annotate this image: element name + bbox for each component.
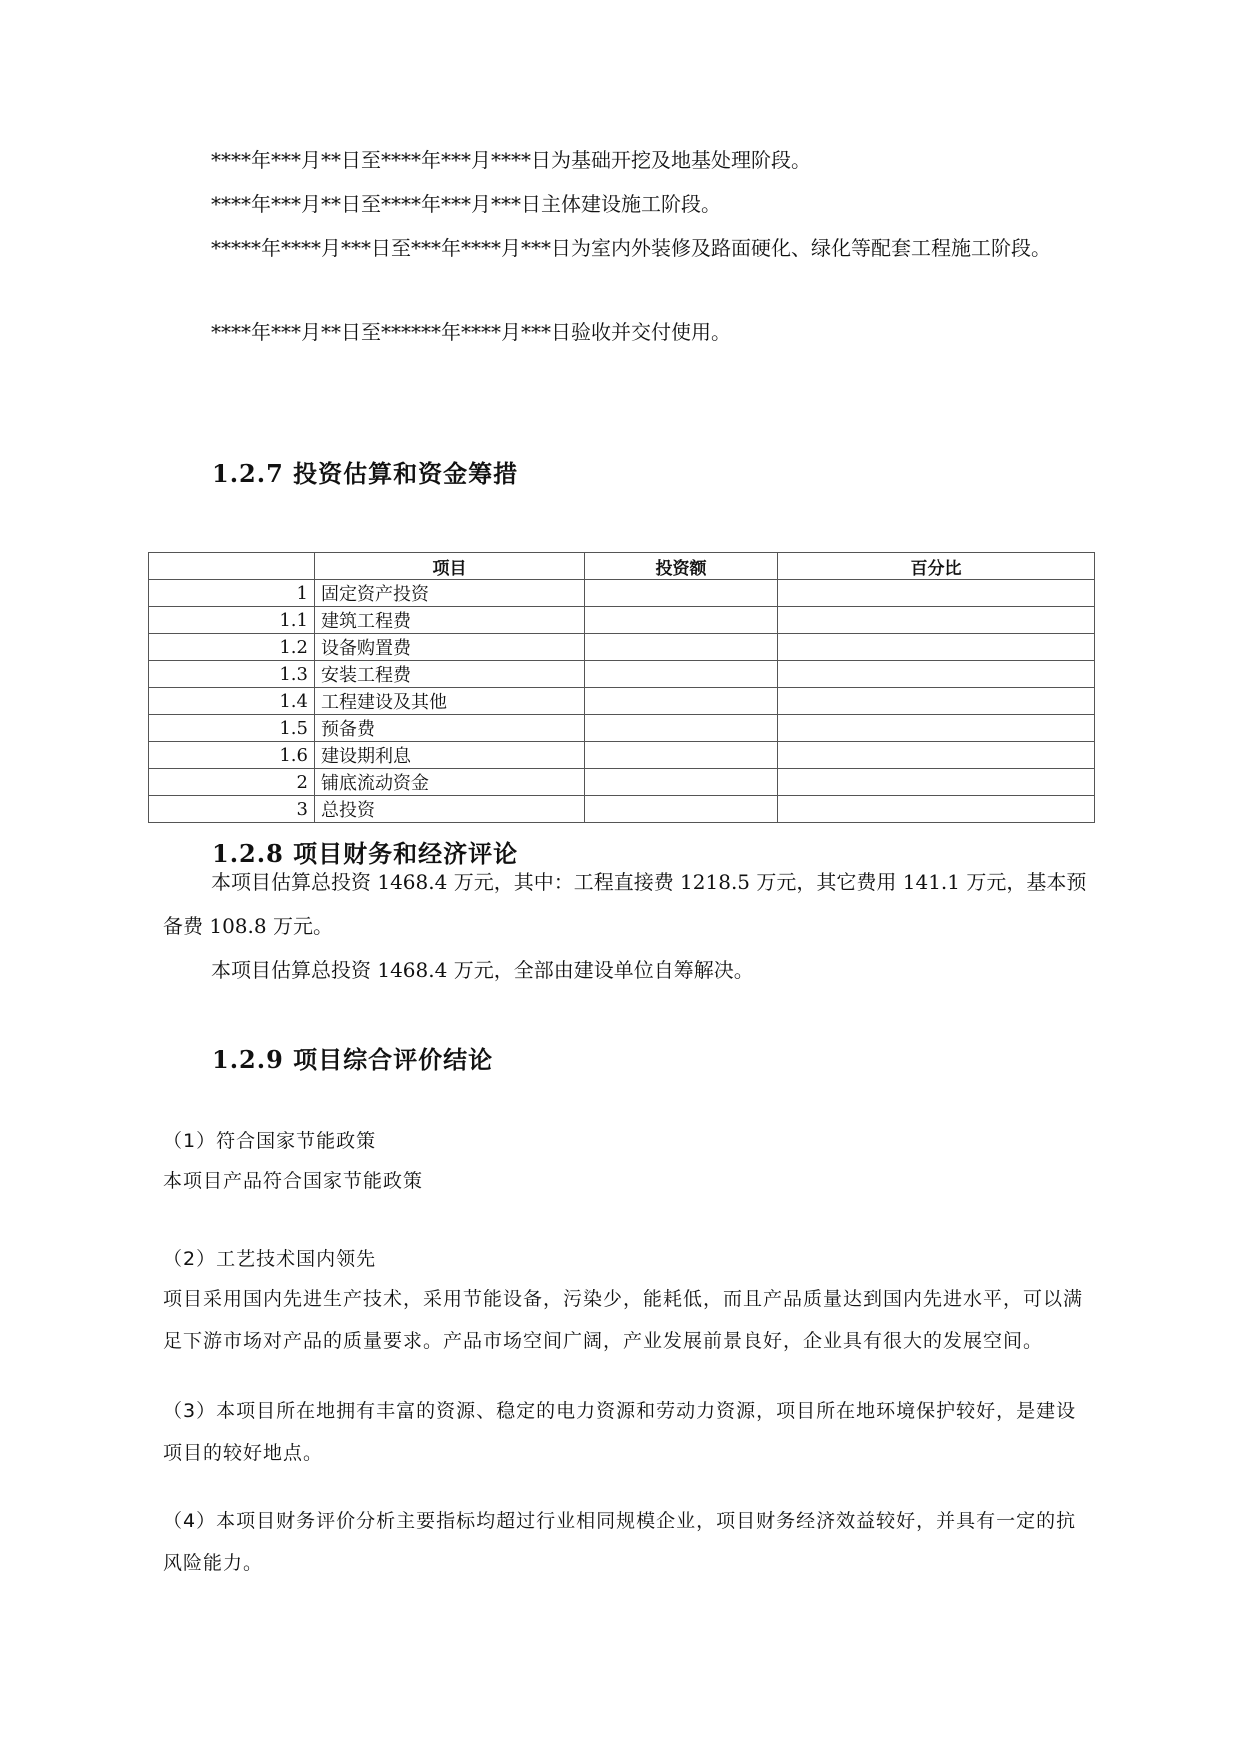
row-item: 建设期利息 xyxy=(315,742,585,769)
row-percent xyxy=(778,580,1095,607)
schedule-line-4: ****年***月**日至******年****月***日验收并交付使用。 xyxy=(211,320,731,344)
row-no: 1.5 xyxy=(149,715,315,742)
row-item: 总投资 xyxy=(315,796,585,823)
schedule-line-1: ****年***月**日至****年***月****日为基础开挖及地基处理阶段。 xyxy=(211,148,811,172)
row-item: 建筑工程费 xyxy=(315,607,585,634)
row-amount xyxy=(585,580,778,607)
table-row xyxy=(149,688,1095,715)
section-heading-129: 1.2.9 项目综合评价结论 xyxy=(212,1045,494,1074)
finance-paragraph-2: 本项目估算总投资 1468.4 万元，全部由建设单位自筹解决。 xyxy=(211,958,754,982)
row-no: 1.3 xyxy=(149,661,315,688)
row-item: 固定资产投资 xyxy=(315,580,585,607)
table-row xyxy=(149,769,1095,796)
schedule-line-3: *****年****月***日至***年****月***日为室内外装修及路面硬化、绿化等配套工程施工阶段。 xyxy=(211,236,1051,260)
row-no: 1 xyxy=(149,580,315,607)
row-percent xyxy=(778,661,1095,688)
conclusion-2-title: （2）工艺技术国内领先 xyxy=(163,1248,377,1270)
table-row xyxy=(149,607,1095,634)
conclusion-2-body: 项目采用国内先进生产技术，采用节能设备，污染少，能耗低，而且产品质量达到国内先进水平，可以满足下游市场对产品的质量要求。产品市场空间广阔，产业发展前景良好，企业具有很大的发展空间。 xyxy=(163,1288,1084,1352)
row-no: 1.1 xyxy=(149,607,315,634)
row-percent xyxy=(778,796,1095,823)
table-row xyxy=(149,796,1095,823)
header-no xyxy=(149,553,315,580)
row-item: 铺底流动资金 xyxy=(315,769,585,796)
row-amount xyxy=(585,634,778,661)
section-heading-127: 1.2.7 投资估算和资金筹措 xyxy=(212,459,519,488)
header-item: 项目 xyxy=(315,553,585,580)
schedule-line-2: ****年***月**日至****年***月***日主体建设施工阶段。 xyxy=(211,192,721,216)
row-no: 1.4 xyxy=(149,688,315,715)
row-percent xyxy=(778,769,1095,796)
row-amount xyxy=(585,769,778,796)
row-no: 1.6 xyxy=(149,742,315,769)
table-row xyxy=(149,715,1095,742)
row-amount xyxy=(585,742,778,769)
row-no: 1.2 xyxy=(149,634,315,661)
header-percent: 百分比 xyxy=(778,553,1095,580)
investment-table xyxy=(148,552,1095,823)
row-percent xyxy=(778,607,1095,634)
row-no: 2 xyxy=(149,769,315,796)
row-percent xyxy=(778,742,1095,769)
table-header-row xyxy=(149,553,1095,580)
row-no: 3 xyxy=(149,796,315,823)
header-amount: 投资额 xyxy=(585,553,778,580)
table-row xyxy=(149,634,1095,661)
table-row xyxy=(149,580,1095,607)
conclusion-3: （3）本项目所在地拥有丰富的资源、稳定的电力资源和劳动力资源，项目所在地环境保护较好，是建设项目的较好地点。 xyxy=(163,1400,1077,1464)
conclusion-4: （4）本项目财务评价分析主要指标均超过行业相同规模企业，项目财务经济效益较好，并具有一定的抗风险能力。 xyxy=(163,1510,1077,1574)
row-amount xyxy=(585,796,778,823)
row-percent xyxy=(778,634,1095,661)
row-amount xyxy=(585,715,778,742)
row-item: 安装工程费 xyxy=(315,661,585,688)
conclusion-1-title: （1）符合国家节能政策 xyxy=(163,1130,377,1152)
row-item: 工程建设及其他 xyxy=(315,688,585,715)
table-row xyxy=(149,742,1095,769)
row-amount xyxy=(585,607,778,634)
row-percent xyxy=(778,715,1095,742)
row-percent xyxy=(778,688,1095,715)
conclusion-1-body: 本项目产品符合国家节能政策 xyxy=(163,1170,424,1192)
row-amount xyxy=(585,661,778,688)
row-item: 预备费 xyxy=(315,715,585,742)
row-item: 设备购置费 xyxy=(315,634,585,661)
finance-paragraph-1: 本项目估算总投资 1468.4 万元，其中：工程直接费 1218.5 万元，其它费用 141.1 万元，基本预备费 108.8 万元。 xyxy=(163,870,1087,938)
table-row xyxy=(149,661,1095,688)
section-heading-128: 1.2.8 项目财务和经济评论 xyxy=(212,839,519,868)
row-amount xyxy=(585,688,778,715)
